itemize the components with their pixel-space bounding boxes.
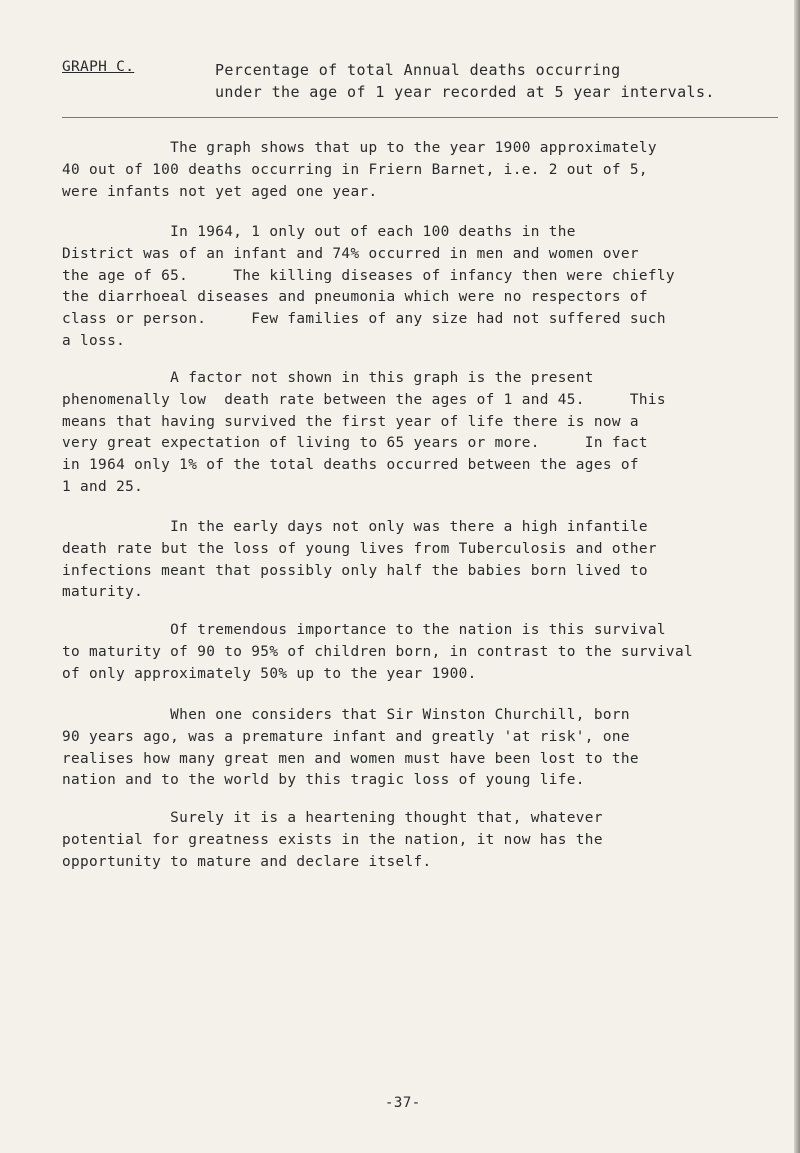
paragraph-6: When one considers that Sir Winston Churchill, born 90 years ago, was a premature infant and greatly 'at risk', one realises how many great men and women must have been lost to the nation and to the world by this tragic loss of young life. <box>62 707 639 789</box>
paragraph-2: In 1964, 1 only out of each 100 deaths in the District was of an infant and 74% occurred in men and women over the age of 65. The killing diseases of infancy then were chiefly the diarrhoeal diseases and pneumonia which were no respectors of class or person. Few families of any size had not suffered such a loss. <box>62 224 675 349</box>
paragraph-4: In the early days not only was there a high infantile death rate but the loss of young lives from Tuberculosis and other infections meant that possibly only half the babies born lived to maturity. <box>62 519 657 601</box>
paragraph-5: Of tremendous importance to the nation is this survival to maturity of 90 to 95% of children born, in contrast to the survival of only approximately 50% up to the year 1900. <box>62 622 693 682</box>
graph-label: GRAPH C. <box>62 59 135 75</box>
paragraph-1: The graph shows that up to the year 1900 approximately 40 out of 100 deaths occurring in Friern Barnet, i.e. 2 out of 5, were infants not yet aged one year. <box>62 140 657 200</box>
paragraph-3: A factor not shown in this graph is the present phenomenally low death rate between the ages of 1 and 45. This means that having survived the first year of life there is now a very great expectation of living to 65 years or more. In fact in 1964 only 1% of the total deaths occurred between the ages of 1 and 25. <box>62 370 666 495</box>
page-number: -37- <box>385 1095 421 1111</box>
paragraph-7: Surely it is a heartening thought that, whatever potential for greatness exists in the nation, it now has the opportunity to mature and declare itself. <box>62 810 603 870</box>
graph-title: Percentage of total Annual deaths occurring under the age of 1 year recorded at 5 year intervals. <box>215 61 715 101</box>
page-edge-shadow <box>794 0 800 1153</box>
header-divider <box>62 117 778 118</box>
